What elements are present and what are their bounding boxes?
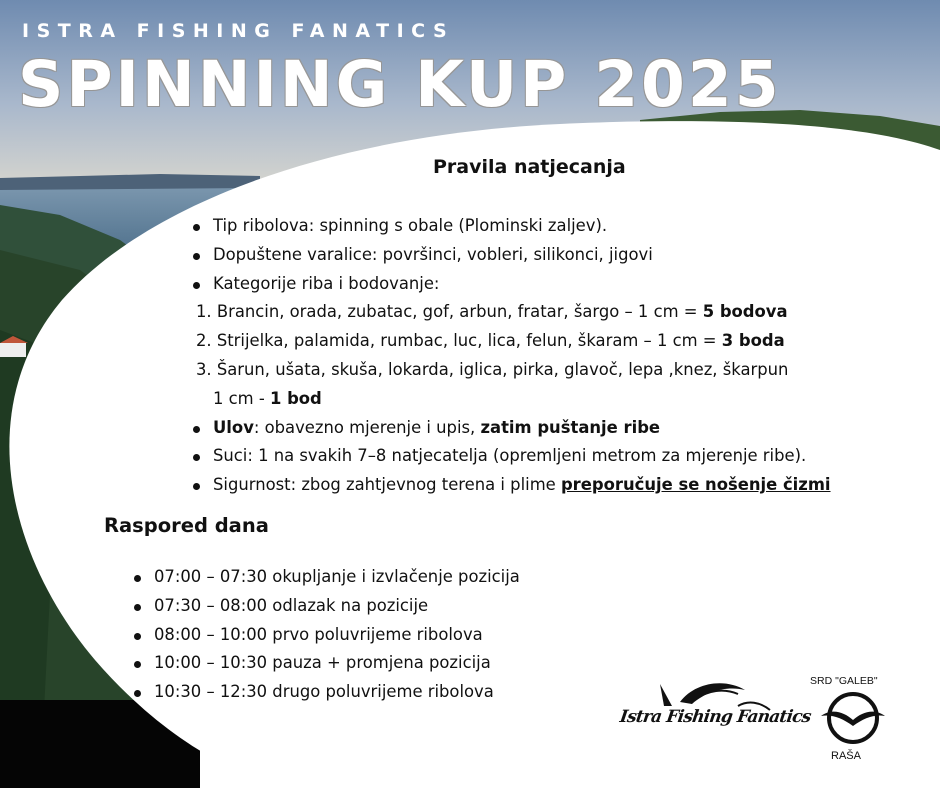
schedule-item: 07:00 – 07:30 okupljanje i izvlačenje pozicija — [133, 563, 520, 592]
rule-lures: Dopuštene varalice: površinci, vobleri, silikonci, jigovi — [192, 241, 932, 270]
category-2-text: 2. Strijelka, palamida, rumbac, luc, lica, felun, škaram – 1 cm = — [196, 331, 722, 351]
schedule-item: 07:30 – 08:00 odlazak na pozicije — [133, 592, 520, 621]
srd-club-name: SRD "GALEB" — [810, 675, 878, 687]
schedule-item: 08:00 – 10:00 prvo poluvrijeme ribolova — [133, 621, 520, 650]
rule-safety — [192, 471, 932, 500]
catch-text: : obavezno mjerenje i upis, — [253, 417, 481, 437]
catch-label: Ulov — [213, 417, 254, 437]
rule-category-2 — [192, 327, 932, 356]
schedule-item: 10:30 – 12:30 drugo poluvrijeme ribolova — [133, 678, 520, 707]
schedule-item: 10:00 – 10:30 pauza + promjena pozicija — [133, 649, 520, 678]
safety-text: Sigurnost: zbog zahtjevnog terena i plime — [213, 475, 561, 495]
rule-category-3: 3. Šarun, ušata, skuša, lokarda, iglica, pirka, glavoč, lepa ,knez, škarpun — [196, 359, 789, 379]
rules-list — [192, 212, 932, 500]
rule-category-3-continued — [192, 385, 932, 414]
brand-name: ISTRA FISHING FANATICS — [22, 20, 455, 42]
page-title: SPINNING KUP 2025 — [18, 48, 782, 121]
category-2-points: 3 boda — [721, 331, 785, 351]
category-1-points: 5 bodova — [702, 302, 788, 322]
rule-catch — [192, 414, 932, 443]
rule-judges: Suci: 1 na svakih 7–8 natjecatelja (opremljeni metrom za mjerenje ribe). — [192, 442, 932, 471]
catch-release: zatim puštanje ribe — [480, 417, 661, 437]
category-3-points: 1 bod — [269, 388, 322, 408]
rule-fishing-type: Tip ribolova: spinning s obale (Plominski zaljev). — [192, 212, 932, 241]
safety-emphasis: preporučuje se nošenje čizmi — [560, 475, 831, 495]
iff-logo-text: Istra Fishing Fanatics — [618, 707, 812, 727]
category-1-text: 1. Brancin, orada, zubatac, gof, arbun, fratar, šargo – 1 cm = — [196, 302, 703, 322]
category-3-unit: 1 cm - — [213, 388, 270, 408]
rules-heading: Pravila natjecanja — [433, 156, 626, 178]
srd-club-place: RAŠA — [831, 750, 861, 762]
schedule-list — [133, 563, 520, 707]
rule-category-1 — [192, 298, 932, 327]
schedule-heading: Raspored dana — [104, 514, 269, 537]
rule-categories: Kategorije riba i bodovanje: — [192, 270, 932, 299]
seagull-emblem-icon — [818, 690, 888, 746]
